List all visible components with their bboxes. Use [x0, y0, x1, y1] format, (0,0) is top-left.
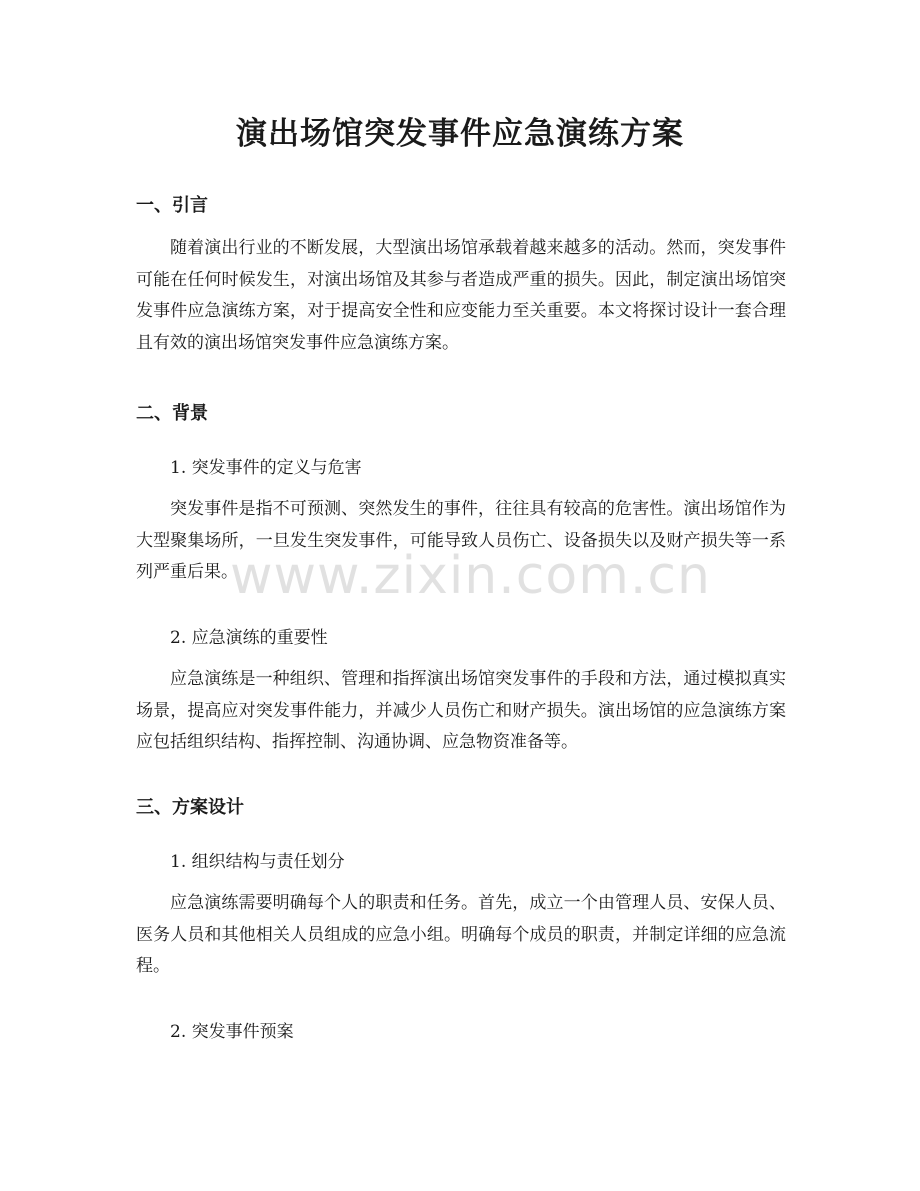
subsection-title-organization: 1. 组织结构与责任划分 [170, 852, 345, 872]
importance-paragraph: 应急演练是一种组织、管理和指挥演出场馆突发事件的手段和方法，通过模拟真实场景，提高应对突发事件能力，并减少人员伤亡和财产损失。演出场馆的应急演练方案应包括组织结构、指挥控制、沟通协调、应急物资准备等。 [136, 669, 786, 752]
subsection-title-importance: 2. 应急演练的重要性 [170, 628, 328, 648]
document-title: 演出场馆突发事件应急演练方案 [236, 116, 684, 152]
watermark-text: www.zixin.com.cn [230, 546, 711, 606]
subsection-title-definition: 1. 突发事件的定义与危害 [170, 458, 362, 478]
subsection-title-emergency-plan: 2. 突发事件预案 [170, 1022, 294, 1042]
organization-paragraph: 应急演练需要明确每个人的职责和任务。首先，成立一个由管理人员、安保人员、医务人员和其他相关人员组成的应急小组。明确每个成员的职责，并制定详细的应急流程。 [136, 893, 786, 976]
definition-paragraph: 突发事件是指不可预测、突然发生的事件，往往具有较高的危害性。演出场馆作为大型聚集场所，一旦发生突发事件，可能导致人员伤亡、设备损失以及财产损失等一系列严重后果。 [136, 499, 786, 582]
section-heading-introduction: 一、引言 [136, 195, 208, 216]
section-heading-plan-design: 三、方案设计 [136, 797, 244, 818]
section-heading-background: 二、背景 [136, 403, 208, 424]
introduction-paragraph: 随着演出行业的不断发展，大型演出场馆承载着越来越多的活动。然而，突发事件可能在任何时候发生，对演出场馆及其参与者造成严重的损失。因此，制定演出场馆突发事件应急演练方案，对于提高安全性和应变能力至关重要。本文将探讨设计一套合理且有效的演出场馆突发事件应急演练方案。 [136, 238, 786, 353]
